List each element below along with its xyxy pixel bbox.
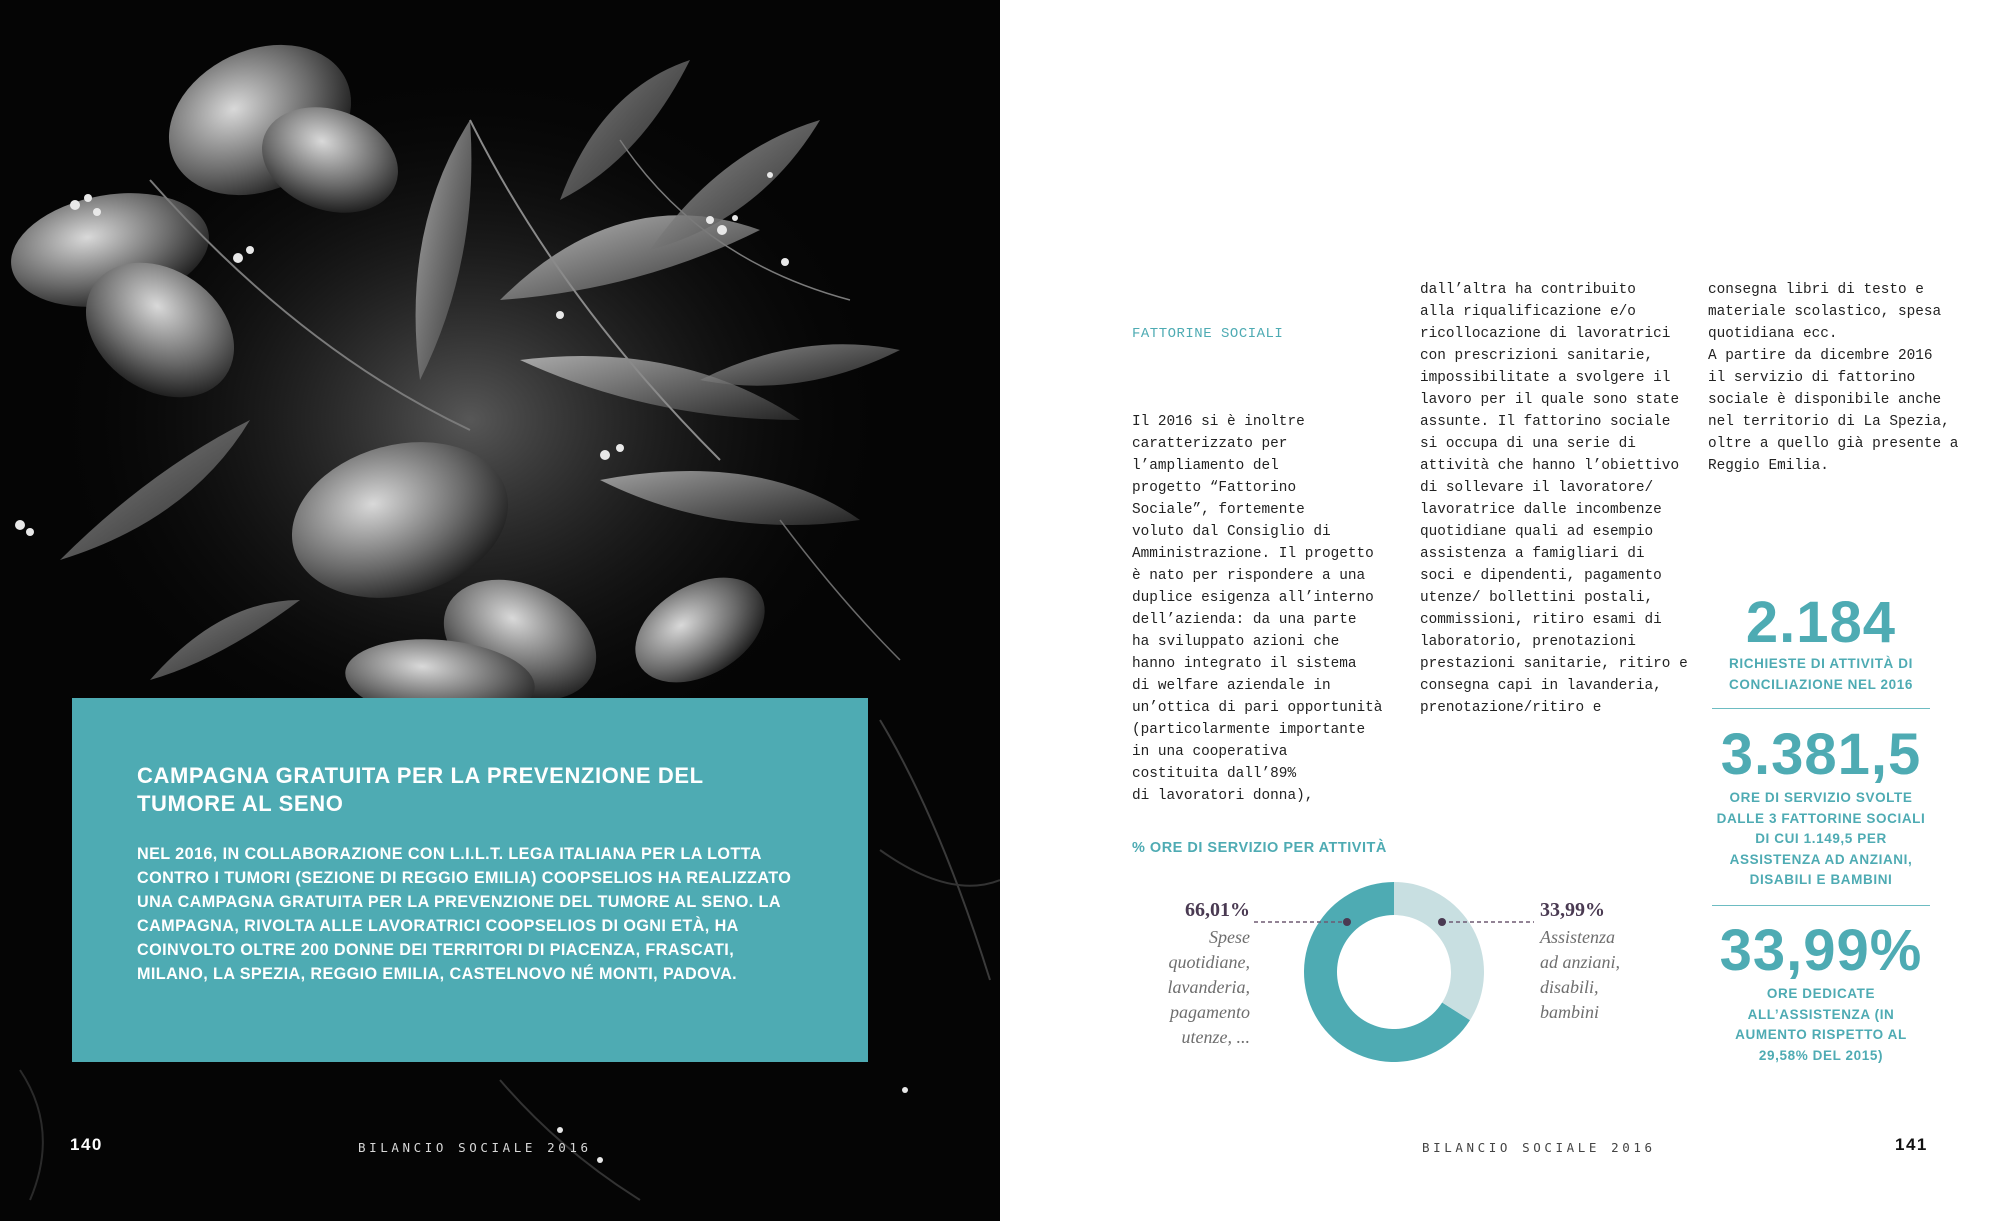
donut-chart (1000, 840, 2000, 1100)
stat-label-assistance: ORE DEDICATE ALL’ASSISTENZA (IN AUMENTO RISPETTO AL 29,58% DEL 2015) (1735, 986, 1907, 1063)
slice-value-left: 66,01% (1185, 899, 1250, 921)
stat-value-assistance: 33,99% (1719, 918, 1923, 983)
text-column-1 (1132, 279, 1383, 829)
footer-right: BILANCIO SOCIALE 2016 (1422, 1140, 1656, 1155)
stat-label-requests: RICHIESTE DI ATTIVITÀ DI CONCILIAZIONE NEL 2016 (1729, 656, 1913, 692)
section-heading: FATTORINE SOCIALI (1132, 326, 1284, 342)
donut-slice-assistenza (1394, 882, 1484, 1020)
column-1-text: Il 2016 si è inoltre caratterizzato per l’ampliamento del progetto “Fattorino Sociale”, fortemente voluto dal Consiglio di Amministrazione. Il progetto è nato per rispondere a una duplice esigenza all’interno dell’azienda: da una parte ha sviluppato azioni che hanno integrato il sistema di welfare aziendale in un’ottica di pari opportunità (particolarmente importante in una cooperativa costituita dall’89% di lavoratori donna), (1132, 414, 1383, 804)
column-3-text: consegna libri di testo e materiale scolastico, spesa quotidiana ecc. A partire da dicembre 2016 il servizio di fattorino sociale è disponibile anche nel territorio di La Spezia, oltre a quello già presente a Reggio Emilia. (1708, 282, 1959, 474)
page-number-left: 140 (70, 1135, 103, 1154)
slice-label-left: Spese quotidiane, lavanderia, pagamento utenze, ... (1167, 927, 1250, 1047)
column-2-text: dall’altra ha contribuito alla riqualificazione e/o ricollocazione di lavoratrici con prescrizioni sanitarie, impossibilitate a svolgere il lavoro per il quale sono state assunte. Il fattorino sociale si occupa di una serie di attività che hanno l’obiettivo di sollevare il lavoratore/ lavoratrice dalle incombenze quotidiane quali ad esempio assistenza a famigliari di soci e dipendenti, pagamento utenze/ bollettini postali, commissioni, ritiro esami di laboratorio, prenotazioni prestazioni sanitarie, ritiro e consegna capi in lavanderia, prenotazione/ritiro e (1420, 282, 1688, 716)
stat-value-hours: 3.381,5 (1720, 722, 1922, 787)
leader-dot-right (1438, 918, 1446, 926)
campaign-title: CAMPAGNA GRATUITA PER LA PREVENZIONE DEL TUMORE AL SENO (137, 763, 704, 816)
footer-left: BILANCIO SOCIALE 2016 (358, 1140, 592, 1155)
stat-divider (1712, 708, 1930, 709)
slice-value-right: 33,99% (1540, 899, 1605, 921)
chart-title: % ORE DI SERVIZIO PER ATTIVITÀ (1132, 840, 1387, 856)
slice-label-right: Assistenza ad anziani, disabili, bambini (1540, 927, 1621, 1022)
prevention-campaign-box (72, 698, 868, 1062)
stat-label-hours: ORE DI SERVIZIO SVOLTE DALLE 3 FATTORINE SOCIALI DI CUI 1.149,5 PER ASSISTENZA AD ANZIANI, DISABILI E BAMBINI (1716, 790, 1926, 887)
campaign-description: NEL 2016, IN COLLABORAZIONE CON L.I.L.T. LEGA ITALIANA PER LA LOTTA CONTRO I TUMORI (SEZIONE DI REGGIO EMILIA) COOPSELIOS HA REALIZZATO UNA CAMPAGNA GRATUITA PER LA PREVENZIONE DEL TUMORE AL SENO. LA CAMPAGNA, RIVOLTA ALLE LAVORATRICI COOPSELIOS DI OGNI ETÀ, HA COINVOLTO OLTRE 200 DONNE DEI TERRITORI DI PIACENZA, FRASCATI, MILANO, LA SPEZIA, REGGIO EMILIA, CASTELNOVO NÉ MONTI, PADOVA. (137, 845, 792, 983)
leader-dot-left (1343, 918, 1351, 926)
page-number-right: 141 (1895, 1135, 1928, 1154)
stat-value-requests: 2.184 (1745, 590, 1897, 655)
